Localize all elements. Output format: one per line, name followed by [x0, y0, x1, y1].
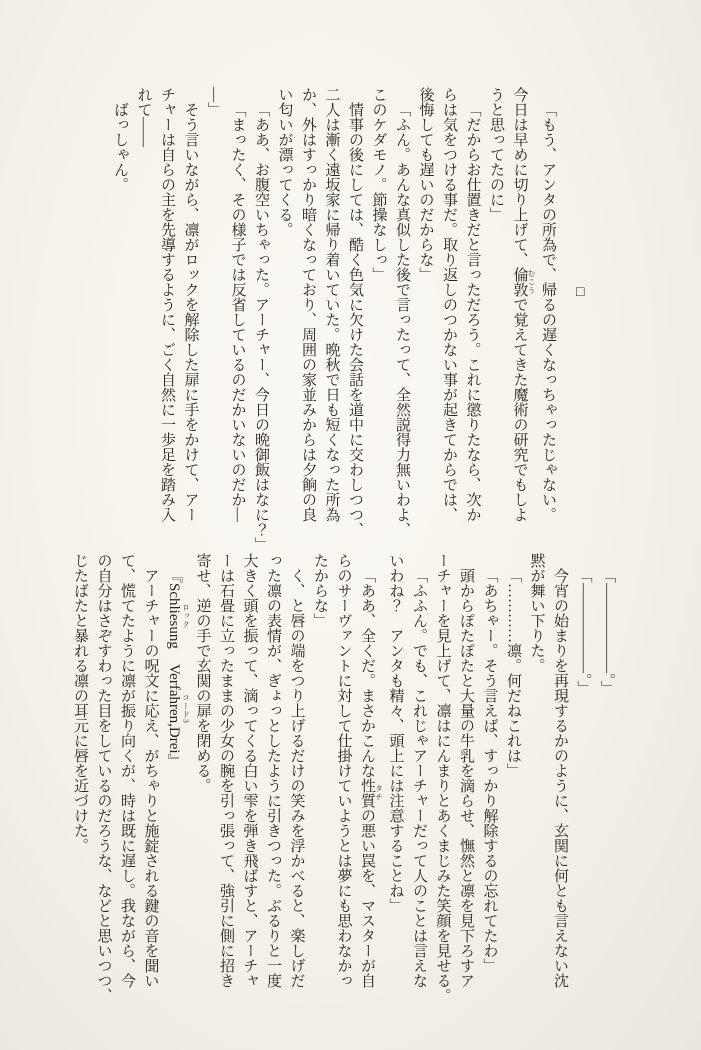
text-line: て、慌てたように凛が振り向くが、時は既に遅し。我ながら、今: [119, 553, 135, 988]
text-line: アーチャーの呪文に応え、がちゃりと施錠される鍵の音を聞い: [142, 568, 159, 988]
text-line: 「あちゃー。そう言えば、すっかり解除するの忘れてたわ」: [481, 568, 498, 973]
section-break-marker: □: [576, 285, 585, 300]
text-line: そう言いながら、凛がロックを解除した扉に手をかけて、アー: [182, 102, 199, 522]
text-line: 大きく頭を振って、滴ってくる白い雫を弾き飛ばすと、アーチャ: [241, 553, 258, 988]
text-line: 「――――――。」: [599, 568, 615, 696]
text-line: 「まったく、その様子では反省しているのだかいないのだか―: [229, 102, 246, 522]
text-line: 後悔しても遅いのだからな」: [417, 87, 434, 282]
text-line: 今宵の始まりを再現するかのように、玄関に何とも言えない沈: [552, 568, 568, 988]
text-line: らは気をつける事だ。取り返しのつかない事が起きてからでは、: [441, 87, 457, 522]
text-line: 「ああ、お腹空いちゃった。アーチャー、今日の晩御飯はなに？」: [253, 102, 269, 552]
text-line: 寄せ、逆の手で玄関の扉を閉める。: [194, 553, 211, 793]
text-line: れて――: [135, 87, 152, 147]
text-block-bottom: [68, 553, 619, 1007]
text-line: じたばたと暴れる凛の耳元に唇を近づけた。: [72, 553, 88, 853]
text-line: 「ふふん。でも、これじゃアーチャーだって人のことは言えな: [411, 568, 427, 988]
text-line: ばっしゃん。: [112, 102, 128, 192]
ruby-annotated-text: 倫敦 むこう: [511, 267, 536, 297]
text-line: 黙が舞い下りた。: [528, 553, 545, 673]
text-line: の自分はさぞすわった目をしているのだろうな、などと思いつつ、: [95, 553, 112, 1003]
text-line: 「ああ、全くだ。まさかこんな性質 タチの悪い罠を、マスターが自: [359, 568, 384, 988]
text-line: 「ふん。あんな真似した後で言ったって、全然説得力無いわよ、: [394, 102, 410, 537]
text-line: ―」: [206, 87, 222, 117]
text-line: 「…………凛。何だねこれは」: [505, 568, 521, 778]
text-line: このケダモノ。節操なしっ」: [370, 87, 387, 282]
text-line: 「――――――。」: [575, 568, 592, 696]
text-line: 「もう、アンタの所為で、帰るの遅くなっちゃったじゃない。: [540, 102, 556, 522]
text-line: 頭からぽたぽたと大量の牛乳を滴らせ、憮然と凛を見下ろすア: [458, 568, 474, 988]
ruby-annotated-text: Schliesung ロック: [166, 583, 191, 649]
text-line: 「だからお仕置きだと言っただろう。これに懲りたなら、次か: [464, 102, 481, 522]
ruby-annotated-text: 性質 タチ: [359, 778, 384, 808]
text-line: ーは石畳に立ったままの少女の腕を引っ張って、強引に側に招き: [218, 553, 234, 988]
text-line: らのサーヴァントに対して仕掛けていようとは夢にも思わなかっ: [335, 553, 352, 988]
text-line: か、外はすっかり暗くなっており、周囲の家並みからは夕餉の良: [300, 87, 316, 522]
text-line: 今日は早めに切り上げて、倫敦 むこうで覚えてきた魔術の研究でもしよ: [511, 87, 536, 522]
text-line: たからな」: [312, 553, 328, 628]
text-line: 『Schliesung ロック Verfahren,Drei コード3』: [166, 568, 191, 769]
text-line: チャーは自らの主を先導するように、ごく自然に一歩足を踏み入: [159, 87, 175, 522]
text-line: 情事の後にしては、酷く色気に欠けた会話を道中に交わしつつ、: [347, 102, 363, 537]
ruby-annotated-text: Verfahren,Drei コード3: [166, 663, 191, 754]
text-line: く、と唇の端をつり上げるだけの笑みを浮かべると、楽しげだ: [288, 568, 305, 988]
text-line: ーチャーを見上げて、凛はにんまりとあくまじみた笑顔を見せる。: [434, 553, 451, 1003]
text-line: った凛の表情が、ぎょっとしたように引きつった。ぶるりと一度: [265, 553, 281, 988]
text-line: うと思ってたのに」: [488, 87, 504, 222]
text-line: 二人は漸く遠坂家に帰り着いていた。晩秋で日も短くなった所為: [323, 87, 340, 522]
text-line: いわね？ アンタも精々、頭上には注意することね」: [387, 553, 404, 913]
text-block-top: [108, 87, 560, 552]
text-line: い匂いが漂ってくる。: [276, 87, 293, 237]
